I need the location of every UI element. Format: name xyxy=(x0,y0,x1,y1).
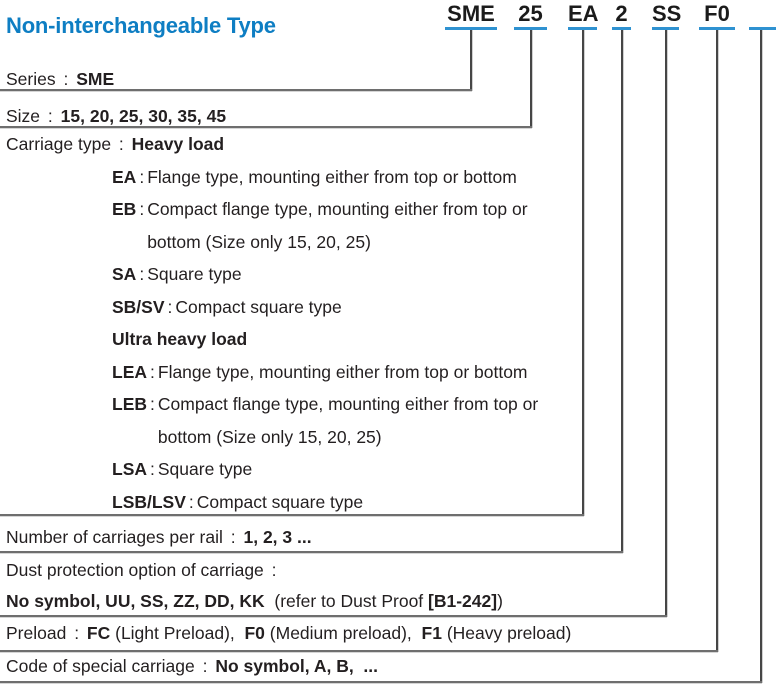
carriage-item-code: SB/SV xyxy=(112,296,165,317)
code-underline-special-carriage xyxy=(749,27,776,30)
carriage-item-description: Square type xyxy=(157,459,253,479)
connector-line-series xyxy=(470,30,472,91)
colon-separator: : xyxy=(188,491,194,512)
carriage-item-code: LSB/LSV xyxy=(112,491,186,512)
colon-separator: : xyxy=(150,459,155,479)
connector-line-special-carriage xyxy=(760,30,762,683)
carriage-item-ultra-heavy-load xyxy=(112,323,606,356)
colon-separator: : xyxy=(150,394,155,414)
row-special-carriage: Code of special carriage : No symbol, A, B, ... xyxy=(6,656,379,676)
code-part-size: 25 xyxy=(518,1,543,26)
row-series: Series : SME xyxy=(6,69,115,89)
code-part-carriage-type: EA xyxy=(568,1,599,26)
carriage-item-code: LSA xyxy=(112,459,147,479)
carriage-type-section xyxy=(6,128,606,518)
connector-line-num-carriages xyxy=(621,30,623,553)
carriage-item-eb xyxy=(112,193,606,258)
carriage-item-description: Compact square type xyxy=(175,296,342,317)
carriage-item-code: LEA xyxy=(112,361,147,382)
carriage-item-code: EA xyxy=(112,166,137,187)
carriage-type-intro: Carriage type : Heavy load xyxy=(6,134,225,154)
colon-separator: : xyxy=(139,199,145,219)
connector-line-dust-protection xyxy=(665,30,667,617)
row-preload: Preload : FC (Light Preload), F0 (Medium preload), F1 (Heavy preload) xyxy=(6,623,572,643)
separator-num-carriages xyxy=(0,551,623,553)
connector-line-preload xyxy=(716,30,718,652)
row-dust-protection-label: Dust protection option of carriage : xyxy=(6,560,282,580)
carriage-item-lea xyxy=(112,356,606,389)
carriage-item-sb-sv xyxy=(112,291,606,324)
page-title: Non-interchangeable Type xyxy=(6,13,276,38)
carriage-item-description: Square type xyxy=(147,264,242,284)
code-part-series: SME xyxy=(447,1,495,26)
row-size: Size : 15, 20, 25, 30, 35, 45 xyxy=(6,106,227,126)
colon-separator: : xyxy=(139,264,145,284)
carriage-item-lsa xyxy=(112,453,606,486)
separator-dust-protection xyxy=(0,615,667,617)
carriage-type-items xyxy=(112,161,606,519)
separator-preload xyxy=(0,650,718,652)
code-part-preload: F0 xyxy=(704,1,730,26)
carriage-item-code: SA xyxy=(112,264,137,284)
row-num-carriages: Number of carriages per rail : 1, 2, 3 ... xyxy=(6,527,312,547)
carriage-item-sa xyxy=(112,258,606,291)
carriage-item-lsb-lsv xyxy=(112,486,606,519)
carriage-item-description: Flange type, mounting either from top or bottom xyxy=(157,361,528,382)
colon-separator: : xyxy=(150,361,155,382)
carriage-item-leb xyxy=(112,388,606,453)
connector-line-size xyxy=(530,30,532,128)
carriage-item-description: Compact flange type, mounting either from top or bottom (Size only 15, 20, 25) xyxy=(157,394,539,447)
colon-separator: : xyxy=(167,296,173,317)
carriage-item-description: Flange type, mounting either from top or bottom xyxy=(147,166,517,187)
colon-separator: : xyxy=(139,166,145,187)
separator-special-carriage xyxy=(0,681,762,683)
carriage-item-code: Ultra heavy load xyxy=(112,329,248,349)
row-dust-protection-options: No symbol, UU, SS, ZZ, DD, KK (refer to Dust Proof [B1-242]) xyxy=(6,591,503,611)
carriage-item-ea xyxy=(112,161,606,194)
code-part-num-carriages: 2 xyxy=(615,1,628,26)
carriage-item-code: LEB xyxy=(112,394,147,414)
code-part-dust-protection: SS xyxy=(652,1,682,26)
carriage-item-description: Compact flange type, mounting either from top or bottom (Size only 15, 20, 25) xyxy=(147,199,528,252)
carriage-item-code: EB xyxy=(112,199,137,219)
carriage-item-description: Compact square type xyxy=(196,491,364,512)
